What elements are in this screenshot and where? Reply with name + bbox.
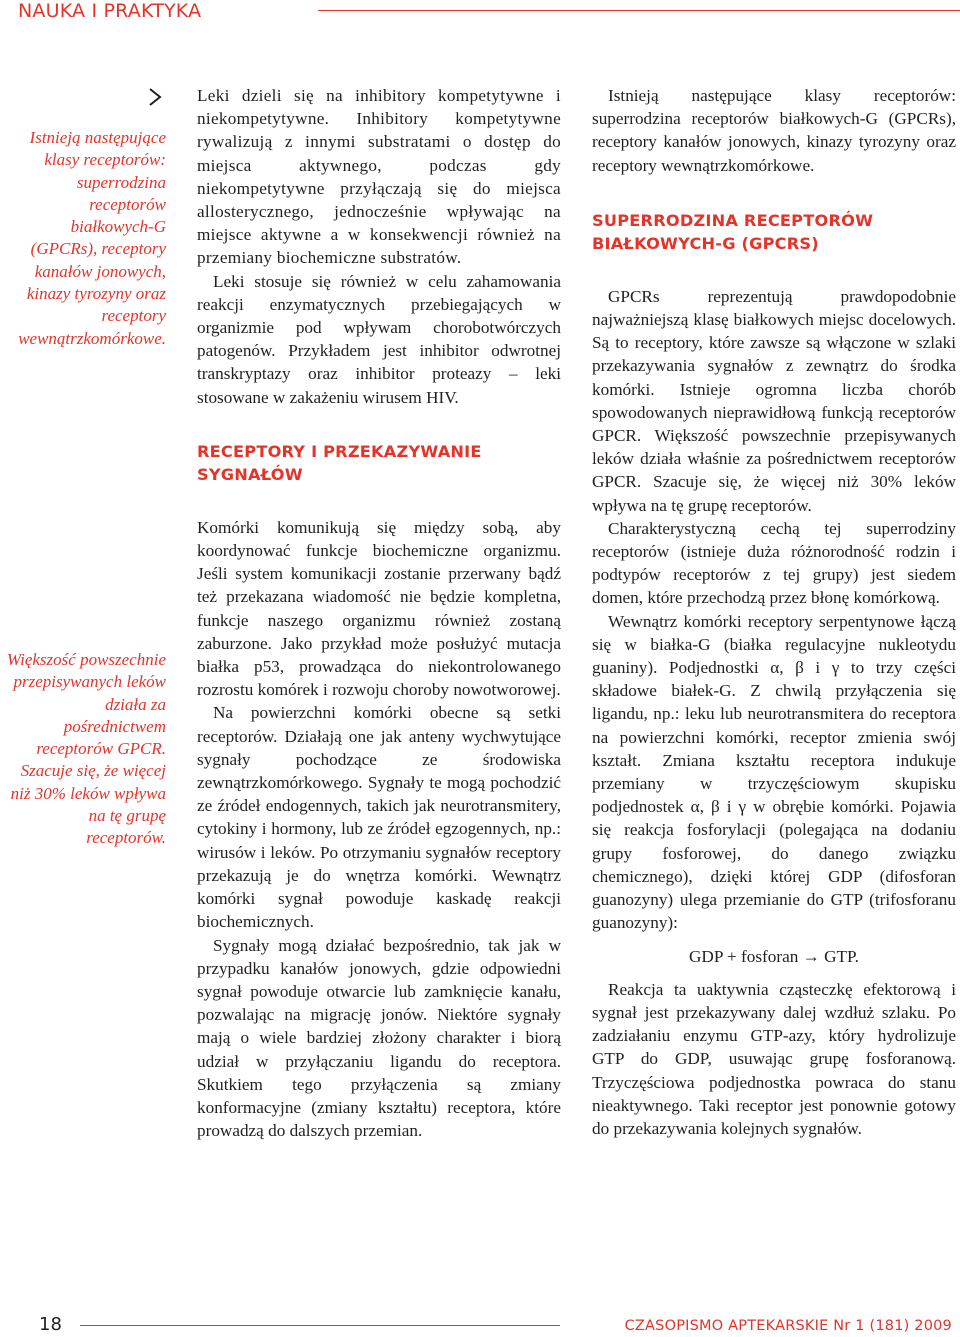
paragraph: Wewnątrz komórki receptory serpentynowe łączą się w białka-G (białka regulacyjne nukleotydu guaniny). Podjednostki α, β i γ to trzy części składowe białek-G. Z chwilą przyłączenia się ligandu, np.: leku lub neurotransmitera do receptora na powierzchni komórki, receptor zmienia swój kształt. Zmiana kształtu receptora indukuje przemiany w trzyczęściowym skupisku podjednostek α, β i γ w obrębie komórki. Pojawia się reakcja fosforylacji (polegająca na dodaniu grupy fosforowej, do danego związku chemicznego), dzięki której GDP (difosforan guanozyny) ulega przemianie do GTP (trifosforanu guanozyny): <box>592 611 956 933</box>
paragraph: Komórki komunikują się między sobą, aby koordynować funkcje biochemiczne organizmu. Jeśli system komunikacji zostanie przerwany bądź też przekazana wiadomość nie będzie kompletna, funkcje naszego organizmu również zostaną zaburzone. Jako przykład może posłużyć mutacja białka p53, prowadząca do niekontrolowanego rozrostu komórek i rozwoju choroby nowotworowej. <box>197 517 561 700</box>
section-title: NAUKA I PRAKTYKA <box>18 0 202 22</box>
section-heading: SUPERRODZINA RECEPTORÓW BIAŁKOWYCH-G (GPCRS) <box>592 210 874 253</box>
paragraph: Charakterystyczną cechą tej superrodziny receptorów (istnieje duża różnorodność rodzin i podtypów receptorów z tej grupy) jest siedem domen, które przechodzą przez błonę komórkową. <box>592 518 956 608</box>
footer-rule <box>80 1325 560 1326</box>
header-rule <box>318 10 960 11</box>
paragraph: GPCRs reprezentują prawdopodobnie najważniejszą klasę białkowych miejsc docelowych. Są to receptory, które zawsze są włączone w szlaki przekazywania sygnałów z zewnątrz do środka komórki. Istnieje ogromna liczba chorób spowodowanych nieprawidłową funkcją receptorów GPCR. Większość powszechnie przepisywanych leków działa właśnie za pośrednictwem receptorów GPCR. Szacuje się, że więcej niż 30% leków wpływa na tę grupę receptorów. <box>592 286 956 515</box>
chemical-equation: GDP + fosforan → GTP. <box>689 946 859 966</box>
paragraph: Na powierzchni komórki obecne są setki receptorów. Działają one jak anteny wychwytujące sygnały pochodzące ze środowiska zewnątrzkomórkowego. Sygnały te mogą pochodzić ze źródeł endogennych, takich jak neurotransmitery, cytokiny i hormony, lub ze źródeł egzogennych, np.: wirusów i leków. Po otrzymaniu sygnałów receptory przekazują je do wnętrza komórki. Wewnątrz komórki sygnał powoduje kaskadę reakcji biochemicznych. <box>197 703 561 932</box>
paragraph: Sygnały mogą działać bezpośrednio, tak jak w przypadku kanałów jonowych, gdzie odpowiedni sygnał powoduje otwarcie lub zamknięcie kanału, pozwalając na migrację jonów. Niektóre sygnały mają o wiele bardziej złożony charakter i biorą udział w przyłączaniu ligandu do receptora. Skutkiem tego przyłączenia są zmiany konformacyjne (zmiany kształtu) receptora, które prowadzą do dalszych przemian. <box>197 935 561 1141</box>
section-heading: RECEPTORY I PRZEKAZYWANIE SYGNAŁÓW <box>197 441 482 484</box>
pull-quote-receptor-classes: Istnieją następujące klasy receptorów: superrodzina receptorów białkowych-G (GPCRs), receptory kanałów jonowych, kinazy tyrozyny oraz receptory wewnątrzkomórkowe. <box>18 128 166 348</box>
chevron-right-icon <box>148 88 162 106</box>
paragraph: Leki dzieli się na inhibitory kompetytywne i niekompetytywne. Inhibitory kompetytywne rywalizują z innymi substratami o dostęp do miejsca aktywnego, podczas gdy niekompetytywne przyłączają się do miejsca allosterycznego, jednocześnie wpływając na miejsce aktywne a w konsekwencji również na przemiany biochemiczne substratów. <box>197 86 561 268</box>
paragraph: Leki stosuje się również w celu zahamowania reakcji enzymatycznych przebiegających w organizmie pod wpływam chorobotwórczych patogenów. Przykładem jest inhibitor odwrotnej transkryptazy oraz inhibitor proteazy – leki stosowane w zakażeniu wirusem HIV. <box>197 271 561 407</box>
paragraph: Istnieją następujące klasy receptorów: superrodzina receptorów białkowych-G (GPCRs), receptory kanałów jonowych, kinazy tyrozyny oraz receptory wewnątrzkomórkowe. <box>592 86 956 175</box>
article-column-right <box>592 84 956 1140</box>
page-number: 18 <box>39 1314 62 1335</box>
pull-quote-gpcr-drugs: Większość powszechnie przepisywanych leków działa za pośrednictwem receptorów GPCR. Szacuje się, że więcej niż 30% leków wpływa na tę grupę receptorów. <box>6 650 166 848</box>
journal-title: CZASOPISMO APTEKARSKIE Nr 1 (181) 2009 <box>624 1318 952 1334</box>
article-column-middle <box>197 84 561 1142</box>
paragraph: Reakcja ta uaktywnia cząsteczkę efektorową i sygnał jest przekazywany dalej wzdłuż szlaku. Po zadziałaniu enzymu GTP-azy, który hydrolizuje GTP do GDP, usuwając grupę fosforanową. Trzyczęściowa podjednostka powraca do stanu nieaktywnego. Taki receptor jest ponownie gotowy do przekazywania kolejnych sygnałów. <box>592 979 956 1138</box>
